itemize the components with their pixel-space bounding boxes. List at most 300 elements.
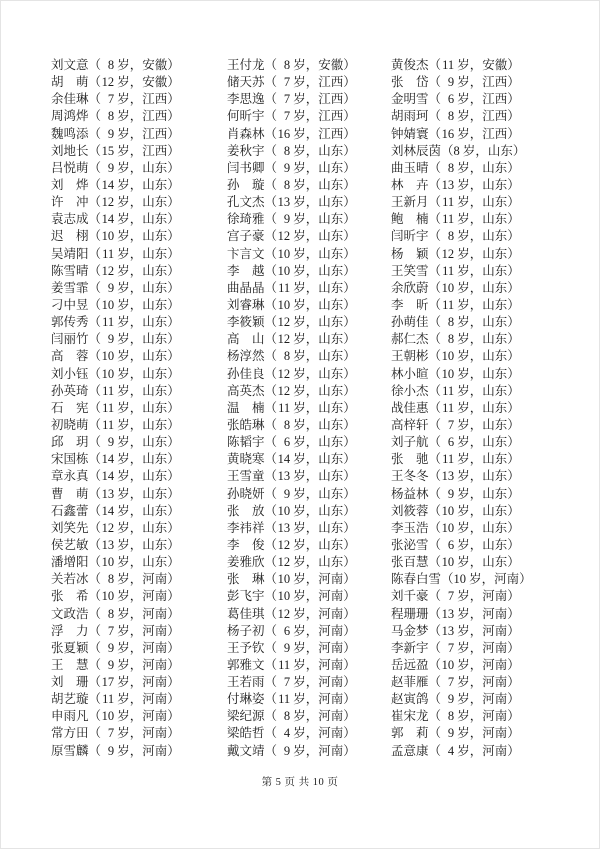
list-item	[391, 211, 571, 228]
list-item	[51, 503, 227, 520]
person-age: 11	[102, 246, 115, 261]
person-age: 6	[283, 435, 291, 450]
person-age: 9	[283, 160, 291, 175]
person-age: 9	[447, 486, 455, 501]
person-age-province: （ 6 岁，河南）	[265, 624, 356, 638]
person-age: 10	[277, 246, 291, 261]
list-item	[227, 640, 391, 657]
person-name: 王冬冬	[391, 469, 429, 484]
person-age: 11	[102, 383, 115, 398]
person-age-province: （12 岁，山东）	[265, 315, 356, 329]
person-age: 12	[277, 332, 291, 347]
person-age: 10	[441, 366, 455, 381]
list-item	[391, 194, 571, 211]
list-item	[51, 194, 227, 211]
list-item	[391, 331, 571, 348]
person-age-province: （14 岁，山东）	[89, 178, 180, 192]
person-age: 6	[283, 623, 291, 638]
person-age-province: （11 岁，山东）	[89, 418, 180, 432]
person-age: 11	[442, 263, 455, 278]
person-age: 6	[447, 537, 455, 552]
list-item	[227, 348, 391, 365]
person-age-province: （ 7 岁，山东）	[429, 418, 520, 432]
list-item	[391, 691, 571, 708]
person-name: 宋国栋	[51, 452, 89, 467]
person-age: 12	[277, 366, 291, 381]
person-age-province: （ 9 岁，山东）	[89, 161, 180, 175]
person-age-province: （ 8 岁，山东）	[265, 178, 356, 192]
list-item	[227, 211, 391, 228]
person-name: 吕悦萌	[51, 160, 89, 175]
person-name: 张 岱	[391, 75, 429, 90]
person-age: 12	[101, 75, 115, 90]
person-age: 12	[277, 383, 291, 398]
person-name: 闫丽竹	[51, 332, 89, 347]
person-age: 13	[441, 469, 455, 484]
person-age: 14	[277, 452, 291, 467]
person-name: 赵菲雁	[391, 675, 429, 690]
person-name: 常方田	[51, 726, 89, 741]
person-age: 8	[107, 606, 115, 621]
person-age: 6	[447, 435, 455, 450]
list-item	[391, 640, 571, 657]
list-item	[51, 486, 227, 503]
person-name: 潘增阳	[51, 555, 89, 570]
person-age-province: （11 岁，山东）	[429, 401, 520, 415]
person-age: 8	[447, 109, 455, 124]
list-item	[391, 280, 571, 297]
person-age: 7	[447, 417, 455, 432]
person-age: 17	[101, 675, 115, 690]
list-item	[227, 588, 391, 605]
person-age-province: （ 6 岁，山东）	[429, 538, 520, 552]
list-item	[391, 74, 571, 91]
person-age-province: （ 9 岁，河南）	[265, 641, 356, 655]
person-age-province: （ 7 岁，江西）	[89, 92, 180, 106]
list-item	[227, 263, 391, 280]
person-age: 9	[107, 280, 115, 295]
person-name: 钟婧寰	[391, 126, 429, 141]
person-name: 余佳琳	[51, 92, 89, 107]
person-age-province: （10 岁，山东）	[429, 349, 520, 363]
person-name: 林 卉	[391, 177, 429, 192]
person-age: 11	[442, 212, 455, 227]
person-age-province: （ 8 岁，山东）	[429, 229, 520, 243]
list-item	[391, 623, 571, 640]
person-name: 初晓萌	[51, 417, 89, 432]
person-age: 12	[277, 555, 291, 570]
person-age: 6	[447, 92, 455, 107]
person-name: 杨淳然	[227, 349, 265, 364]
list-item	[51, 434, 227, 451]
list-item	[391, 468, 571, 485]
person-name: 李筱颖	[227, 315, 265, 330]
person-age: 7	[447, 640, 455, 655]
person-name: 姜雪霏	[51, 280, 89, 295]
person-age-province: （ 9 岁，河南）	[429, 726, 520, 740]
person-name: 张泌雪	[391, 537, 429, 552]
list-item	[391, 657, 571, 674]
person-age: 8	[107, 572, 115, 587]
list-item	[227, 708, 391, 725]
list-item	[51, 246, 227, 263]
person-age-province: （ 9 岁，山东）	[265, 161, 356, 175]
person-age-province: （14 岁，山东）	[265, 452, 356, 466]
person-age-province: （ 6 岁，山东）	[265, 435, 356, 449]
list-item	[227, 383, 391, 400]
list-item	[51, 571, 227, 588]
person-name: 杨子初	[227, 623, 265, 638]
person-name: 刘笑先	[51, 520, 89, 535]
list-item	[227, 623, 391, 640]
person-name: 刘林辰茵	[391, 143, 442, 158]
person-age-province: （ 7 岁，江西）	[265, 109, 356, 123]
person-age: 10	[277, 297, 291, 312]
person-age-province: （ 8 岁，江西）	[89, 109, 180, 123]
list-item	[51, 160, 227, 177]
list-item	[51, 554, 227, 571]
name-list	[51, 57, 569, 760]
person-age: 10	[441, 657, 455, 672]
person-age-province: （ 8 岁，河南）	[265, 709, 356, 723]
person-age: 8	[283, 143, 291, 158]
list-item	[227, 743, 391, 760]
person-name: 王雪童	[227, 469, 265, 484]
person-age-province: （10 岁，山东）	[265, 298, 356, 312]
list-item	[227, 725, 391, 742]
person-age: 10	[101, 555, 115, 570]
list-item	[227, 691, 391, 708]
person-age-province: （ 9 岁，山东）	[265, 212, 356, 226]
list-item	[227, 160, 391, 177]
list-item	[51, 623, 227, 640]
person-age: 7	[283, 675, 291, 690]
person-age: 8	[447, 315, 455, 330]
person-age: 7	[283, 109, 291, 124]
person-age-province: （ 8 岁，山东）	[429, 332, 520, 346]
person-age-province: （10 岁，山东）	[429, 521, 520, 535]
person-age-province: （ 7 岁，江西）	[265, 75, 356, 89]
person-age: 13	[277, 469, 291, 484]
person-age-province: （11 岁，山东）	[429, 195, 520, 209]
person-age-province: （10 岁，山东）	[429, 504, 520, 518]
person-age: 9	[283, 212, 291, 227]
person-age: 10	[441, 555, 455, 570]
person-age-province: （12 岁，山东）	[429, 247, 520, 261]
person-name: 郝仁杰	[391, 332, 429, 347]
person-age-province: （ 7 岁，河南）	[429, 641, 520, 655]
person-age: 11	[442, 195, 455, 210]
person-age-province: （ 9 岁，山东）	[89, 281, 180, 295]
list-item	[227, 554, 391, 571]
person-name: 章永真	[51, 469, 89, 484]
person-age: 7	[447, 589, 455, 604]
list-item	[227, 57, 391, 74]
person-age-province: （16 岁，江西）	[265, 127, 356, 141]
person-age: 12	[277, 606, 291, 621]
list-item	[391, 571, 571, 588]
person-age: 8	[283, 349, 291, 364]
person-age-province: （ 8 岁，河南）	[429, 709, 520, 723]
person-age-province: （12 岁，山东）	[265, 229, 356, 243]
person-age: 16	[277, 126, 291, 141]
list-item	[391, 366, 571, 383]
person-age: 10	[277, 503, 291, 518]
person-name: 王予钦	[227, 640, 265, 655]
person-name: 姜秋宇	[227, 143, 265, 158]
person-age-province: （13 岁，山东）	[89, 538, 180, 552]
person-age-province: （ 9 岁，山东）	[89, 435, 180, 449]
person-age: 10	[101, 589, 115, 604]
person-age: 8	[447, 229, 455, 244]
list-item	[391, 417, 571, 434]
person-age: 13	[101, 537, 115, 552]
person-age-province: （10 岁，山东）	[265, 504, 356, 518]
person-age-province: （10 岁，河南）	[265, 572, 356, 586]
person-name: 李 俊	[227, 537, 265, 552]
name-column-1	[51, 57, 227, 760]
person-name: 黄俊杰	[391, 58, 429, 72]
person-age-province: （11 岁，河南）	[265, 692, 356, 706]
person-age: 11	[102, 400, 115, 415]
list-item	[391, 348, 571, 365]
list-item	[391, 297, 571, 314]
list-item	[227, 108, 391, 125]
person-age-province: （ 9 岁，河南）	[89, 658, 180, 672]
person-age-province: （12 岁，山东）	[265, 555, 356, 569]
list-item	[391, 451, 571, 468]
person-name: 刘地长	[51, 143, 89, 158]
person-age-province: （11 岁，山东）	[429, 212, 520, 226]
person-age-province: （10 岁，山东）	[89, 229, 180, 243]
person-age-province: （ 8 岁，河南）	[89, 607, 180, 621]
person-age-province: （12 岁，山东）	[265, 384, 356, 398]
person-age: 4	[283, 726, 291, 741]
person-age-province: （10 岁，山东）	[89, 367, 180, 381]
list-item	[51, 691, 227, 708]
person-age-province: （13 岁，山东）	[265, 195, 356, 209]
list-item	[51, 280, 227, 297]
person-name: 孟意康	[391, 743, 429, 758]
person-name: 金明雪	[391, 92, 429, 107]
person-age: 11	[442, 400, 455, 415]
person-age: 8	[283, 417, 291, 432]
list-item	[391, 177, 571, 194]
person-age: 11	[442, 383, 455, 398]
list-item	[51, 743, 227, 760]
person-name: 迟 栩	[51, 229, 89, 244]
person-age-province: （ 8 岁，山东）	[429, 161, 520, 175]
person-age: 12	[101, 520, 115, 535]
person-name: 石鑫蕾	[51, 503, 89, 518]
person-age: 10	[277, 263, 291, 278]
person-name: 孙佳良	[227, 366, 265, 381]
person-name: 李 昕	[391, 297, 429, 312]
person-age-province: （ 8 岁，江西）	[429, 109, 520, 123]
person-age: 14	[101, 469, 115, 484]
person-age-province: （14 岁，山东）	[89, 469, 180, 483]
person-name: 曹 萌	[51, 486, 89, 501]
person-age-province: （10 岁，山东）	[89, 555, 180, 569]
person-age-province: （ 8 岁，安徽）	[265, 58, 356, 72]
person-age-province: （10 岁，河南）	[89, 589, 180, 603]
person-age: 14	[101, 503, 115, 518]
person-name: 孙 璇	[227, 177, 265, 192]
list-item	[51, 314, 227, 331]
person-name: 郭雅文	[227, 657, 265, 672]
list-item	[391, 400, 571, 417]
list-item	[51, 640, 227, 657]
list-item	[51, 708, 227, 725]
person-age-province: （10 岁，河南）	[89, 709, 180, 723]
list-item	[51, 228, 227, 245]
list-item	[51, 91, 227, 108]
person-name: 关若冰	[51, 572, 89, 587]
person-name: 储天苏	[227, 75, 265, 90]
person-name: 李新宇	[391, 640, 429, 655]
person-age-province: （ 7 岁，河南）	[265, 675, 356, 689]
person-name: 张夏颖	[51, 640, 89, 655]
person-name: 林小暄	[391, 366, 429, 381]
person-age: 9	[107, 435, 115, 450]
list-item	[391, 383, 571, 400]
person-age: 11	[442, 452, 455, 467]
person-age: 13	[441, 177, 455, 192]
list-item	[51, 126, 227, 143]
person-age-province: （ 7 岁，河南）	[89, 624, 180, 638]
person-name: 孙英琦	[51, 383, 89, 398]
person-age-province: （ 8 岁，河南）	[89, 572, 180, 586]
person-name: 高 蓉	[51, 349, 89, 364]
person-age: 15	[101, 143, 115, 158]
person-name: 卞言文	[227, 246, 265, 261]
person-name: 吴靖阳	[51, 246, 89, 261]
list-item	[391, 57, 571, 74]
person-age-province: （13 岁，河南）	[429, 607, 520, 621]
person-age-province: （ 6 岁，山东）	[429, 435, 520, 449]
person-name: 高梓轩	[391, 417, 429, 432]
list-item	[227, 503, 391, 520]
list-item	[51, 297, 227, 314]
person-age: 14	[101, 452, 115, 467]
person-age: 9	[107, 657, 115, 672]
person-age-province: （11 岁，山东）	[265, 401, 356, 415]
person-name: 鲍 楠	[391, 212, 429, 227]
person-age: 9	[283, 743, 291, 758]
person-name: 文政浩	[51, 606, 89, 621]
person-age-province: （ 8 岁，山东）	[265, 418, 356, 432]
person-age-province: （12 岁，河南）	[265, 607, 356, 621]
person-age: 8	[283, 58, 291, 72]
person-age-province: （11 岁，河南）	[89, 692, 180, 706]
list-item	[51, 57, 227, 74]
person-age-province: （10 岁，山东）	[429, 367, 520, 381]
person-age-province: （12 岁，山东）	[265, 332, 356, 346]
person-name: 戴文靖	[227, 743, 265, 758]
person-age-province: （11 岁，山东）	[429, 264, 520, 278]
person-age: 10	[277, 572, 291, 587]
person-age: 13	[101, 486, 115, 501]
person-name: 何昕宇	[227, 109, 265, 124]
person-age-province: （14 岁，山东）	[89, 212, 180, 226]
person-age-province: （10 岁，山东）	[265, 264, 356, 278]
person-age-province: （11 岁，山东）	[429, 452, 520, 466]
person-age-province: （11 岁，河南）	[265, 658, 356, 672]
person-age: 8	[107, 58, 115, 72]
person-name: 张皓琳	[227, 417, 265, 432]
person-name: 梁纪源	[227, 709, 265, 724]
person-age-province: （16 岁，江西）	[429, 127, 520, 141]
list-item	[51, 606, 227, 623]
list-item	[391, 606, 571, 623]
person-age: 11	[102, 417, 115, 432]
person-age-province: （ 9 岁，河南）	[89, 744, 180, 758]
person-name: 周鸿烨	[51, 109, 89, 124]
person-name: 岳远盈	[391, 657, 429, 672]
person-age: 8	[447, 709, 455, 724]
list-item	[227, 177, 391, 194]
person-age-province: （ 9 岁，河南）	[429, 692, 520, 706]
person-name: 石 宪	[51, 400, 89, 415]
person-age: 10	[101, 709, 115, 724]
person-age: 4	[447, 743, 455, 758]
person-name: 崔宋龙	[391, 709, 429, 724]
list-item	[227, 571, 391, 588]
person-name: 曲玉晴	[391, 160, 429, 175]
list-item	[227, 74, 391, 91]
person-age: 10	[441, 349, 455, 364]
list-item	[227, 246, 391, 263]
person-age-province: （11 岁，山东）	[429, 298, 520, 312]
list-item	[391, 674, 571, 691]
person-age-province: （10 岁，河南）	[429, 658, 520, 672]
person-name: 申雨凡	[51, 709, 89, 724]
person-name: 姜雅欣	[227, 555, 265, 570]
person-age-province: （ 9 岁，江西）	[429, 75, 520, 89]
list-item	[227, 143, 391, 160]
list-item	[227, 417, 391, 434]
person-age-province: （ 8 岁，安徽）	[89, 58, 180, 72]
person-name: 闫书卿	[227, 160, 265, 175]
list-item	[391, 228, 571, 245]
person-name: 胡 萌	[51, 75, 89, 90]
list-item	[51, 520, 227, 537]
person-age: 10	[441, 280, 455, 295]
person-name: 曲晶晶	[227, 280, 265, 295]
person-name: 邱 玥	[51, 435, 89, 450]
person-name: 张 琳	[227, 572, 265, 587]
list-item	[227, 297, 391, 314]
person-age-province: （14 岁，山东）	[89, 452, 180, 466]
person-age: 9	[447, 692, 455, 707]
person-age: 8	[447, 160, 455, 175]
list-item	[51, 177, 227, 194]
person-name: 闫昕宇	[391, 229, 429, 244]
person-age: 11	[278, 400, 291, 415]
list-item	[227, 400, 391, 417]
list-item	[391, 263, 571, 280]
list-item	[227, 228, 391, 245]
person-age: 7	[107, 92, 115, 107]
person-age-province: （ 9 岁，河南）	[89, 641, 180, 655]
person-age-province: （13 岁，山东）	[429, 178, 520, 192]
list-item	[227, 434, 391, 451]
person-age: 8	[283, 709, 291, 724]
person-name: 张 希	[51, 589, 89, 604]
person-age: 10	[101, 297, 115, 312]
list-item	[51, 383, 227, 400]
person-name: 刁中昱	[51, 297, 89, 312]
